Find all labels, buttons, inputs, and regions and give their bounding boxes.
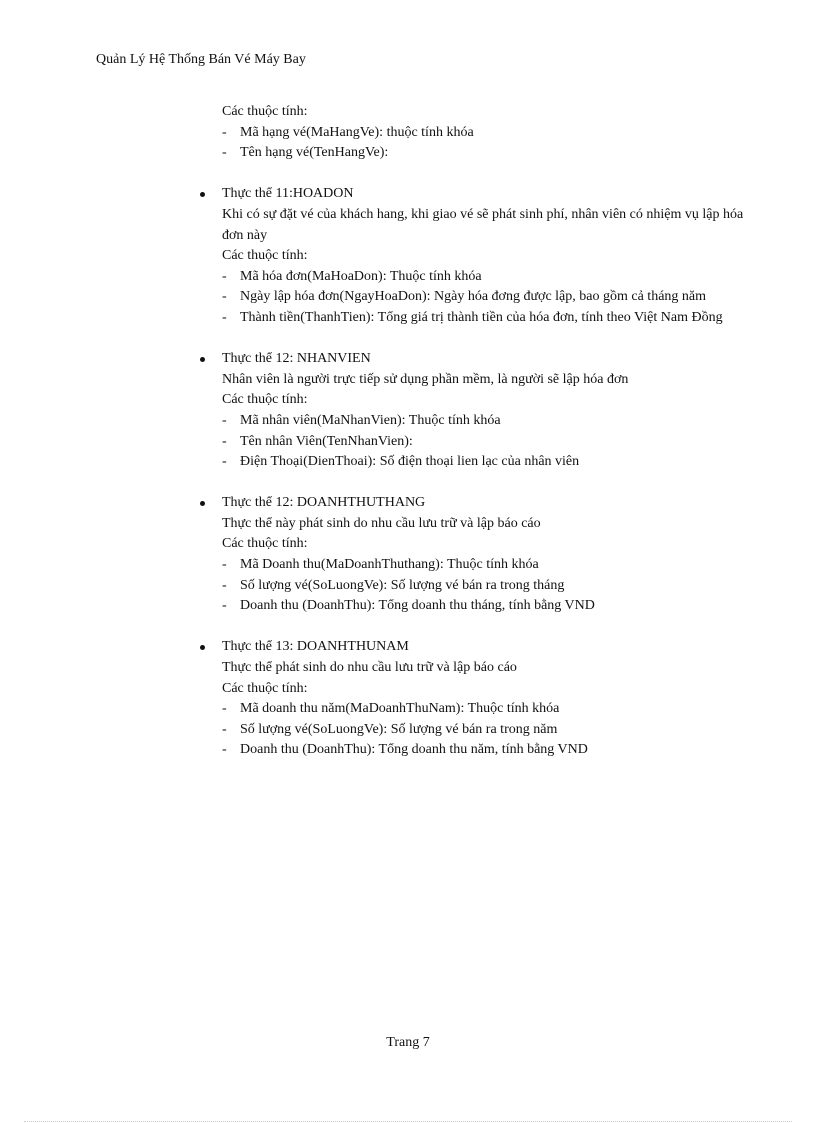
bullet-icon [200, 501, 205, 506]
dash-marker: - [222, 598, 227, 614]
dash-marker: - [222, 309, 227, 325]
entity-description: Nhân viên là người trực tiếp sử dụng phần mềm, là người sẽ lập hóa đơn [222, 371, 629, 387]
bullet-icon [200, 357, 205, 362]
bullet-icon [200, 192, 205, 197]
attribute-item: - Ngày lập hóa đơn(NgayHoaDon): Ngày hóa đơng được lập, bao gồm cả tháng năm [222, 287, 762, 308]
attribute-item: - Mã hóa đơn(MaHoaDon): Thuộc tính khóa [222, 267, 762, 288]
bullet-icon [200, 645, 205, 650]
entity-section [222, 349, 762, 473]
intro-block [222, 102, 762, 164]
page-number: Trang 7 [386, 1035, 430, 1050]
attr-label: Các thuộc tính: [222, 104, 308, 119]
attribute-item: - Tên hạng vé(TenHangVe): [222, 143, 762, 164]
attr-label: Các thuộc tính: [222, 536, 308, 552]
attribute-item: - Doanh thu (DoanhThu): Tổng doanh thu năm, tính bằng VND [222, 740, 762, 761]
attribute-item: - Tên nhân Viên(TenNhanVien): [222, 432, 762, 453]
attribute-item: - Mã nhân viên(MaNhanVien): Thuộc tính khóa [222, 411, 762, 432]
dash-marker: - [222, 268, 227, 284]
attribute-item: - Mã doanh thu năm(MaDoanhThuNam): Thuộc tính khóa [222, 699, 762, 720]
document-body [222, 102, 762, 761]
attribute-item: - Số lượng vé(SoLuongVe): Số lượng vé bán ra trong tháng [222, 576, 762, 597]
entity-heading: Thực thể 12: DOANHTHUTHANG [222, 495, 426, 511]
dash-marker: - [222, 145, 227, 161]
dash-marker: - [222, 721, 227, 737]
dash-marker: - [222, 433, 227, 449]
entity-section [222, 493, 762, 617]
dash-marker: - [222, 577, 227, 593]
attribute-item: - Số lượng vé(SoLuongVe): Số lượng vé bán ra trong năm [222, 720, 762, 741]
dash-marker: - [222, 289, 227, 305]
attr-label: Các thuộc tính: [222, 392, 308, 408]
attribute-item: - Điện Thoại(DienThoai): Số điện thoại lien lạc của nhân viên [222, 452, 762, 473]
page-edge-divider [24, 1121, 792, 1122]
entity-heading: Thực thể 11:HOADON [222, 186, 354, 202]
attribute-item: - Doanh thu (DoanhThu): Tổng doanh thu tháng, tính bằng VND [222, 596, 762, 617]
attribute-item: - Mã Doanh thu(MaDoanhThuthang): Thuộc tính khóa [222, 555, 762, 576]
entity-description: Thực thể phát sinh do nhu cầu lưu trữ và lập báo cáo [222, 660, 517, 676]
dash-marker: - [222, 701, 227, 717]
entity-description: Khi có sự đặt vé của khách hang, khi giao vé sẽ phát sinh phí, nhân viên có nhiệm vụ lập hóa đơn này [222, 206, 744, 243]
attribute-item: - Thành tiền(ThanhTien): Tổng giá trị thành tiền của hóa đơn, tính theo Việt Nam Đồng [222, 308, 762, 329]
entity-section [222, 637, 762, 761]
dash-marker: - [222, 454, 227, 470]
entity-heading: Thực thể 13: DOANHTHUNAM [222, 639, 409, 655]
dash-marker: - [222, 412, 227, 428]
page-footer [0, 1035, 816, 1051]
header-title: Quản Lý Hệ Thống Bán Vé Máy Bay [96, 52, 306, 67]
entity-heading: Thực thể 12: NHANVIEN [222, 351, 371, 367]
attr-label: Các thuộc tính: [222, 248, 308, 264]
dash-marker: - [222, 557, 227, 573]
entity-description: Thực thể này phát sinh do nhu cầu lưu trữ và lập báo cáo [222, 515, 541, 531]
dash-marker: - [222, 742, 227, 758]
page-header [96, 52, 306, 68]
attr-label: Các thuộc tính: [222, 680, 308, 696]
entity-section [222, 184, 762, 328]
dash-marker: - [222, 124, 227, 140]
attribute-item: - Mã hạng vé(MaHangVe): thuộc tính khóa [222, 123, 762, 144]
